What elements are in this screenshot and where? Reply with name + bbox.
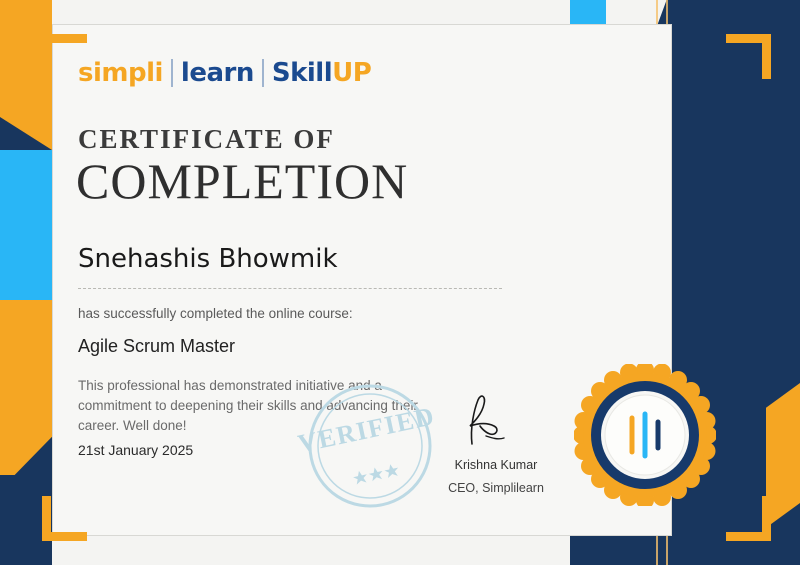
corner-ornament-top-right — [726, 34, 771, 79]
signature-mark — [456, 392, 516, 450]
logo-divider — [171, 59, 173, 87]
issue-date: 21st January 2025 — [78, 442, 194, 458]
logo-text-up: UP — [332, 58, 372, 88]
certificate-title-line1: CERTIFICATE OF — [78, 124, 335, 154]
recipient-name: Snehashis Bhowmik — [78, 244, 338, 274]
course-name: Agile Scrum Master — [78, 336, 236, 356]
right-orange-wedge — [766, 383, 800, 528]
simplilearn-skillup-logo — [78, 58, 371, 88]
signatory-name: Krishna Kumar — [454, 458, 538, 472]
left-cyan-block — [0, 150, 52, 300]
verified-stamp-text: VERIFIED — [296, 401, 438, 459]
recipient-underline — [78, 288, 502, 289]
signatory-role: CEO, Simplilearn — [448, 481, 544, 495]
logo-text-learn: learn — [180, 58, 254, 88]
corner-ornament-bottom-right — [726, 496, 771, 541]
completion-subtitle: has successfully completed the online course: — [78, 306, 353, 321]
logo-divider-2 — [262, 59, 264, 87]
logo-text-skill: Skill — [271, 58, 333, 88]
certificate-blurb: This professional has demonstrated initiative and a commitment to deepening their skills and advancing their career. Well done! — [78, 378, 418, 433]
logo-text-simpli: simpli — [78, 58, 163, 88]
certificate-title-line2: COMPLETION — [76, 153, 409, 209]
logo-text-skillup — [272, 58, 371, 88]
certification-seal-icon — [574, 364, 716, 506]
corner-ornament-bottom-left — [42, 496, 87, 541]
